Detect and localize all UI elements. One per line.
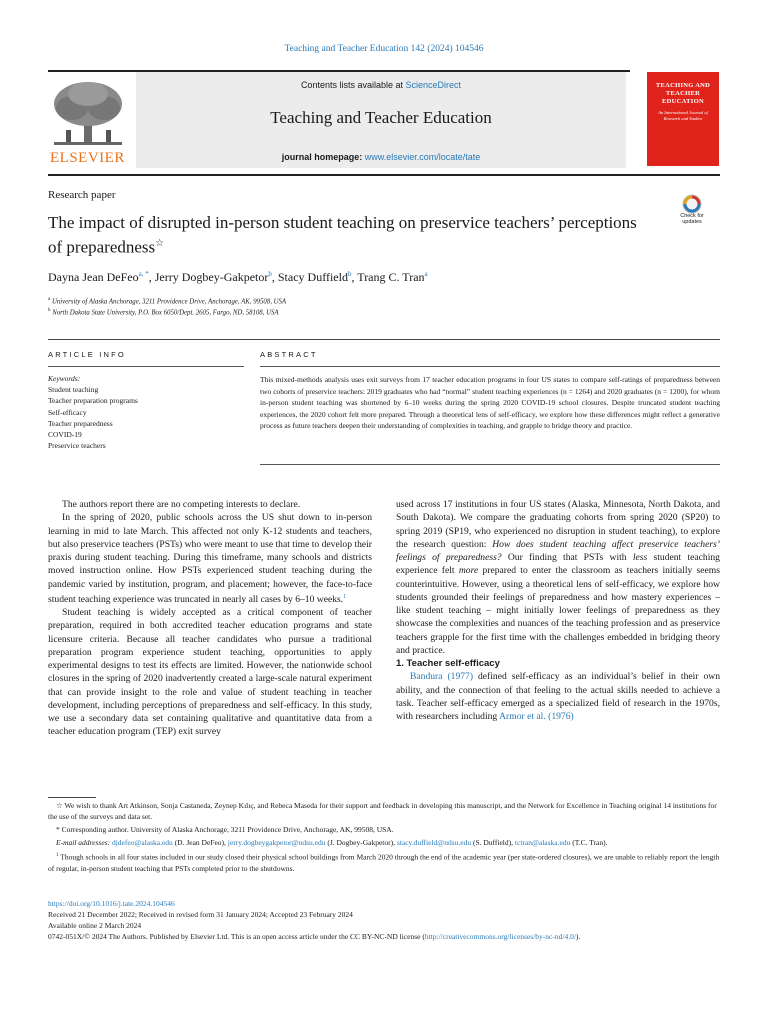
license-end: ). — [575, 932, 581, 941]
author-affiliation-mark[interactable]: b — [347, 270, 352, 278]
citation-armor[interactable]: Armor et al. (1976) — [499, 711, 574, 722]
article-title — [48, 212, 648, 258]
author-affiliation-mark[interactable]: a, * — [138, 270, 149, 278]
footnote-1 — [48, 850, 720, 874]
p3-d: prepared to enter the classroom as teachers initially seems counterintuitive. However, using a theoretical lens of self-efficacy, we explore how students grounded their feelings of preparedness and how mastery experiences – like student teaching – might initially lower feelings of preparedness as they showcase the complexities and nuances of the teaching profession and as preservice teachers grapple for the first time with the challenges embedded in bridging theory and practice. — [396, 565, 721, 656]
keyword: COVID-19 — [48, 430, 82, 440]
email-owner: (D. Jean DeFeo), — [172, 838, 228, 847]
footnote-1-mark: 1 — [56, 853, 59, 858]
body-paragraph-1 — [48, 511, 372, 606]
footnote-star-mark: ☆ — [56, 801, 63, 810]
affiliation-b-key: b — [48, 308, 51, 313]
email-owner: (J. Dogbey-Gakpetor), — [325, 838, 397, 847]
p3-b: Our finding that PSTs with — [501, 552, 633, 563]
keyword: Preservice teachers — [48, 441, 106, 451]
p3-less: less — [632, 552, 648, 563]
license-text: 0742-051X/© 2024 The Authors. Published by Elsevier Ltd. This is an open access article under the CC BY-NC-ND license ( — [48, 932, 425, 941]
homepage-label: journal homepage: — [281, 152, 363, 162]
email-link[interactable]: jerry.dogbeygakpetor@ndsu.edu — [227, 838, 326, 847]
author-separator: , — [271, 270, 278, 284]
license-link[interactable]: http://creativecommons.org/licenses/by-nc-nd/4.0/ — [424, 932, 576, 941]
keyword: Self-efficacy — [48, 407, 87, 417]
footnotes — [48, 800, 720, 876]
footnote-corresponding-text: Corresponding author. University of Alaska Anchorage, 3211 Providence Drive, Anchorage, AK, 99508, USA. — [61, 825, 394, 834]
affiliation-b — [48, 308, 279, 316]
email-link[interactable]: tctran@alaska.edu — [514, 838, 571, 847]
publisher-wordmark: ELSEVIER — [50, 150, 125, 166]
body-paragraph-3 — [396, 498, 720, 657]
cover-subtitle: An International Journal of Research and Studies — [658, 110, 708, 121]
citation-bandura[interactable]: Bandura (1977) — [410, 671, 474, 683]
author-affiliation-mark[interactable]: b — [268, 270, 272, 278]
check-line2: updates — [682, 219, 702, 225]
email-label: E-mail addresses: — [56, 838, 111, 847]
email-link[interactable]: djdefeo@alaska.edu — [111, 838, 173, 847]
sciencedirect-link[interactable]: ScienceDirect — [405, 80, 462, 90]
keywords-block — [48, 373, 138, 451]
title-rule — [48, 339, 720, 340]
publication-info — [48, 898, 720, 942]
journal-reference[interactable]: Teaching and Teacher Education 142 (2024) 104546 — [284, 44, 484, 54]
header-rule — [48, 174, 720, 176]
affiliation-a-key: a — [48, 297, 51, 302]
check-line1: Check for — [680, 213, 704, 219]
author-name[interactable]: Stacy Duffield — [277, 270, 348, 284]
competing-interests: The authors report there are no competing interests to declare. — [62, 499, 301, 510]
keyword: Teacher preparation programs — [48, 396, 138, 406]
body-paragraph-2: Student teaching is widely accepted as a critical component of teacher preparation, required in both accredited teacher education programs and state licensure criteria. Because all teacher candidates who pursue a traditional preparation program experience student teaching, opportunities to apply experimental designs to test its effects are limited. However, the nationwide school closures in the spring of 2020 inadvertently created a large-scale natural experiment that can provide insight to the role and value of student teaching in teacher development, including perceptions of preparedness and self-efficacy. In this study, we use a secondary data set containing qualitative and quantitative data from a teacher education program (TEP) exit survey — [48, 607, 372, 738]
affiliation-a-text: University of Alaska Anchorage, 3211 Providence Drive, Anchorage, AK, 99508, USA — [51, 298, 287, 306]
p3-more: more — [458, 565, 479, 577]
article-info-rule — [48, 366, 244, 367]
doi-link[interactable]: https://doi.org/10.1016/j.tate.2024.104546 — [48, 899, 175, 908]
journal-cover[interactable] — [647, 72, 719, 166]
keyword: Teacher preparedness — [48, 418, 113, 428]
p3-a: used across 17 institutions in four US states (Alaska, Minnesota, North Dakota, and South Dakota). We compare the graduating cohorts from spring 2020 (SP20) to spring 2019 (SP19, who experienced no disruption in student teaching), to explore the research question: — [396, 499, 720, 550]
homepage-line — [136, 152, 626, 162]
footnote-emails — [48, 837, 720, 848]
body-column-left — [48, 498, 372, 739]
check-for-updates-label[interactable] — [670, 213, 714, 225]
research-question: How does student teaching affect preservice teachers’ feelings of preparedness? — [396, 538, 721, 563]
abstract-heading: ABSTRACT — [260, 350, 318, 359]
author-name[interactable]: Dayna Jean DeFeo — [48, 270, 139, 284]
section-1-heading: 1. Teacher self-efficacy — [396, 658, 500, 669]
author-name[interactable]: Trang C. Tran — [357, 270, 425, 284]
keywords-label: Keywords: — [48, 374, 81, 383]
author-name[interactable]: Jerry Dogbey-Gakpetor — [154, 270, 269, 284]
journal-title: Teaching and Teacher Education — [270, 108, 492, 127]
received-dates: Received 21 December 2022; Received in revised form 31 January 2024; Accepted 23 February 2024 — [48, 910, 353, 919]
title-footnote-mark[interactable]: ☆ — [155, 238, 165, 249]
body-column-right — [396, 498, 720, 723]
p1-text: In the spring of 2020, public schools across the US shut down to in-person learning in mid to late March. This affected not only K-12 students and teachers, but also preservice teachers (PSTs) who were meant to use that time to develop their praxis during student teaching. During this timeframe, many schools and districts moved instruction online. How PSTs experienced student teaching during the pandemic varied by institution, program, and placement; however, the face-to-face student teaching experience was truncated in nearly all cases by 6–10 weeks. — [48, 512, 372, 605]
body-paragraph-4 — [396, 670, 720, 723]
email-link[interactable]: stacy.duffield@ndsu.edu — [396, 838, 472, 847]
affiliation-b-text: North Dakota State University, P.O. Box 6050/Dept. 2605, Fargo, ND, 58108, USA — [52, 309, 279, 317]
article-type: Research paper — [48, 189, 116, 201]
author-list — [48, 270, 428, 285]
author-separator: , — [351, 270, 358, 284]
footnote-corresponding: * Corresponding author. University of Alaska Anchorage, 3211 Providence Drive, Anchorage, AK, 99508, USA. — [56, 825, 394, 834]
contents-line — [136, 80, 626, 90]
abstract-rule — [260, 366, 720, 367]
author-separator: , — [148, 270, 155, 284]
footnote-star — [48, 800, 720, 822]
author-affiliation-mark[interactable]: a — [424, 270, 428, 278]
title-text: The impact of disrupted in-person student teaching on preservice teachers’ perceptions of preparedness — [48, 213, 637, 257]
online-date: Available online 2 March 2024 — [48, 921, 142, 930]
p3-c: student teaching experience felt — [396, 552, 720, 577]
footnote-1-ref[interactable]: 1 — [343, 593, 347, 600]
abstract-text: This mixed-methods analysis uses exit surveys from 17 teacher education programs in four US states to compare self-ratings of preparedness between two cohorts of preservice teachers: 2019 graduates who had “normal” student teaching experiences (n = 1264) and 2020 graduates (n = 1200), for whom in-person student teaching was shortened by 6–10 weeks during the spring 2020 COVID-19 school closures. Despite truncated student teaching experiences, the 2020 cohort felt more prepared. Through a theoretical lens of self-efficacy, we explore how these differences might reflect a generative process as future teachers deepen their understanding of complexities in teaching, and grapple to bridge theory and practice. — [260, 375, 720, 431]
footnote-star-text: We wish to thank Art Atkinson, Sonja Castaneda, Zeynep Kılıç, and Rebeca Maseda for their support and feedback in developing this manuscript, and the Network for Excellence in Teaching original 14 institutions for the use of the surveys and data set. — [48, 801, 717, 821]
email-owner: (T.C. Tran). — [570, 838, 608, 847]
affiliation-a — [48, 297, 286, 305]
homepage-link[interactable]: www.elsevier.com/locate/tate — [364, 152, 481, 162]
article-info-heading: ARTICLE INFO — [48, 350, 126, 359]
footnote-rule — [48, 797, 96, 798]
footnote-1-text: Though schools in all four states included in our study closed their physical school buildings from March 2020 through the end of the academic year (per state-ordered closures), we are unable to reliably report the length of regular, in-person student teaching that PSTs completed prior to the shutdowns. — [48, 852, 720, 873]
cover-title: TEACHING AND TEACHER EDUCATION — [655, 82, 711, 105]
license-line — [48, 931, 720, 942]
contents-prefix: Contents lists available at — [300, 80, 403, 90]
email-owner: (S. Duffield), — [471, 838, 515, 847]
keyword: Student teaching — [48, 385, 99, 395]
p4-a: defined self-efficacy as an individual’s belief in their own ability, and the connection of that feeling to the actual skills needed to achieve a task. Teacher self-efficacy emerged as a specialized field of research in the 1970s, with researchers including — [396, 671, 720, 722]
abstract-end-rule — [260, 464, 720, 465]
